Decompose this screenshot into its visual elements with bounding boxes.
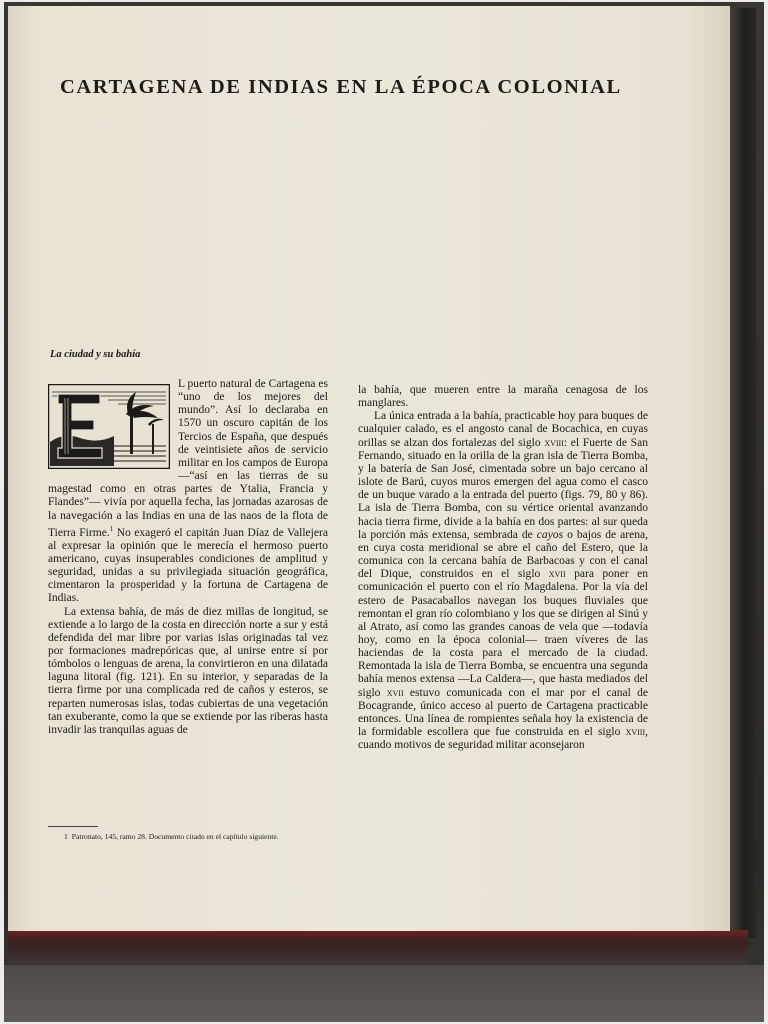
century-numeral: xviii <box>544 436 564 449</box>
footnote <box>48 832 328 842</box>
paragraph-4-c: o bajos de arena, en cuya costa meridional se abre el caño del Estero, que la comunica con la cercana bahía de Barbacoas y con el canal del Dique, construidos en el siglo <box>358 528 648 581</box>
footnote-reference: 1 <box>109 524 114 533</box>
dropcap-illustration <box>48 384 170 469</box>
footnote-rule <box>48 826 98 827</box>
paragraph-3: la bahía, que mueren entre la maraña cenagosa de los manglares. <box>358 384 648 410</box>
paragraph-4 <box>358 410 648 752</box>
paragraph-1-end: No exageró el capitán Juan Díaz de Vallejera al expresar la opinión que le merecía el hermoso puerto americano, cuyas insuperables condiciones de amplitud y seguridad, unidas a su privilegiada situación geográfica, cimentaron la prosperidad y la fortuna de Cartagena de Indias. <box>48 526 328 605</box>
paragraph-4-d: para poner en comunicación el puerto con el río Magdalena. Por la vía del estero de Pasacaballos navegan los buques fluviales que remontan el gran río colombiano y los que se dirigen al Sinú y al Atrato, así como las grandes canoas de vela que —todavía hoy, como en la época colonial— traen víveres de las haciendas de la costa para el mercado de la ciudad. Remontada la isla de Tierra Bomba, se encuentra una segunda bahía menos extensa —La Caldera—, que hasta mediados del siglo <box>358 568 648 699</box>
footnote-text: Patronato, 145, ramo 28. Documento citado en el capítulo siguiente. <box>71 832 279 841</box>
paragraph-4-f: , cuando motivos de seguridad militar aconsejaron <box>358 726 648 752</box>
paragraph-1-text: L puerto natural de Cartagena es “uno de los mejores del mundo”. Así lo declaraba en 1570 un oscuro capitán de los Tercios de España, que después de veintisiete años de servicio militar en los campos de Europa —“así en las tierras de su magestad como en otras partes de Ytalia, Francia y Flandes”— vivía por aquella fecha, las jornadas azarosas de la navegación a las Indias en una de las naos de la flota de Tierra Firme. <box>48 378 328 539</box>
desk-surface <box>4 965 764 1022</box>
dropcap-woodcut <box>48 384 170 469</box>
section-heading: La ciudad y su bahía <box>50 349 141 360</box>
century-numeral: xvii <box>386 686 404 699</box>
page-title: CARTAGENA DE INDIAS EN LA ÉPOCA COLONIAL <box>60 76 622 98</box>
paragraph-2: La extensa bahía, de más de diez millas de longitud, se extiende a lo largo de la costa en dirección norte a sur y está defendida del mar libre por varias islas originadas tal vez por formaciones madrepóricas que, al unirse entre sí por tómbolos o lenguas de arena, la convirtieron en una dilatada laguna litoral (fig. 121). En su interior, y separadas de la tierra firme por una complicada red de caños y esteros, se reparten numerosas islas, todas cubiertas de una vegetación tan exuberante, como la que se extiende por las riberas hasta invadir las tranquilas aguas de <box>48 605 328 736</box>
footnote-number: 1 <box>64 832 68 841</box>
left-column <box>48 378 328 737</box>
book-binding-edge <box>728 8 756 938</box>
paragraph-4-b: : el Fuerte de San Fernando, situado en la orilla de la gran isla de Tierra Bomba, y la batería de San José, cimentada sobre un bajo cercano al islote de Barú, cuyos muros emergen del agua como el casco de un buque varado a la entrada del puerto (figs. 79, 80 y 86). La isla de Tierra Bomba, con su vértice oriental avanzando hacia tierra firme, divide a la bahía en dos partes: al sur queda la porción más extensa, sembrada de <box>358 436 648 541</box>
paragraph-4-e: estuvo comunicada con el mar por el canal de Bocagrande, único acceso al puerto de Cartagena practicable entonces. Una línea de rompientes señala hoy la existencia de la formidable escollera que fue construida en el siglo <box>358 686 648 739</box>
italic-term-cayos: cayos <box>536 528 564 541</box>
paragraph-4-a: La única entrada a la bahía, practicable hoy para buques de cualquier calado, es el angosto canal de Bocachica, en cuyas orillas se alzan dos fortalezas del siglo <box>358 410 648 449</box>
book-cover-edge <box>8 930 748 970</box>
right-column <box>358 384 648 752</box>
century-numeral: xviii <box>625 726 646 739</box>
book-page <box>8 6 730 931</box>
century-numeral: xvii <box>548 568 566 581</box>
